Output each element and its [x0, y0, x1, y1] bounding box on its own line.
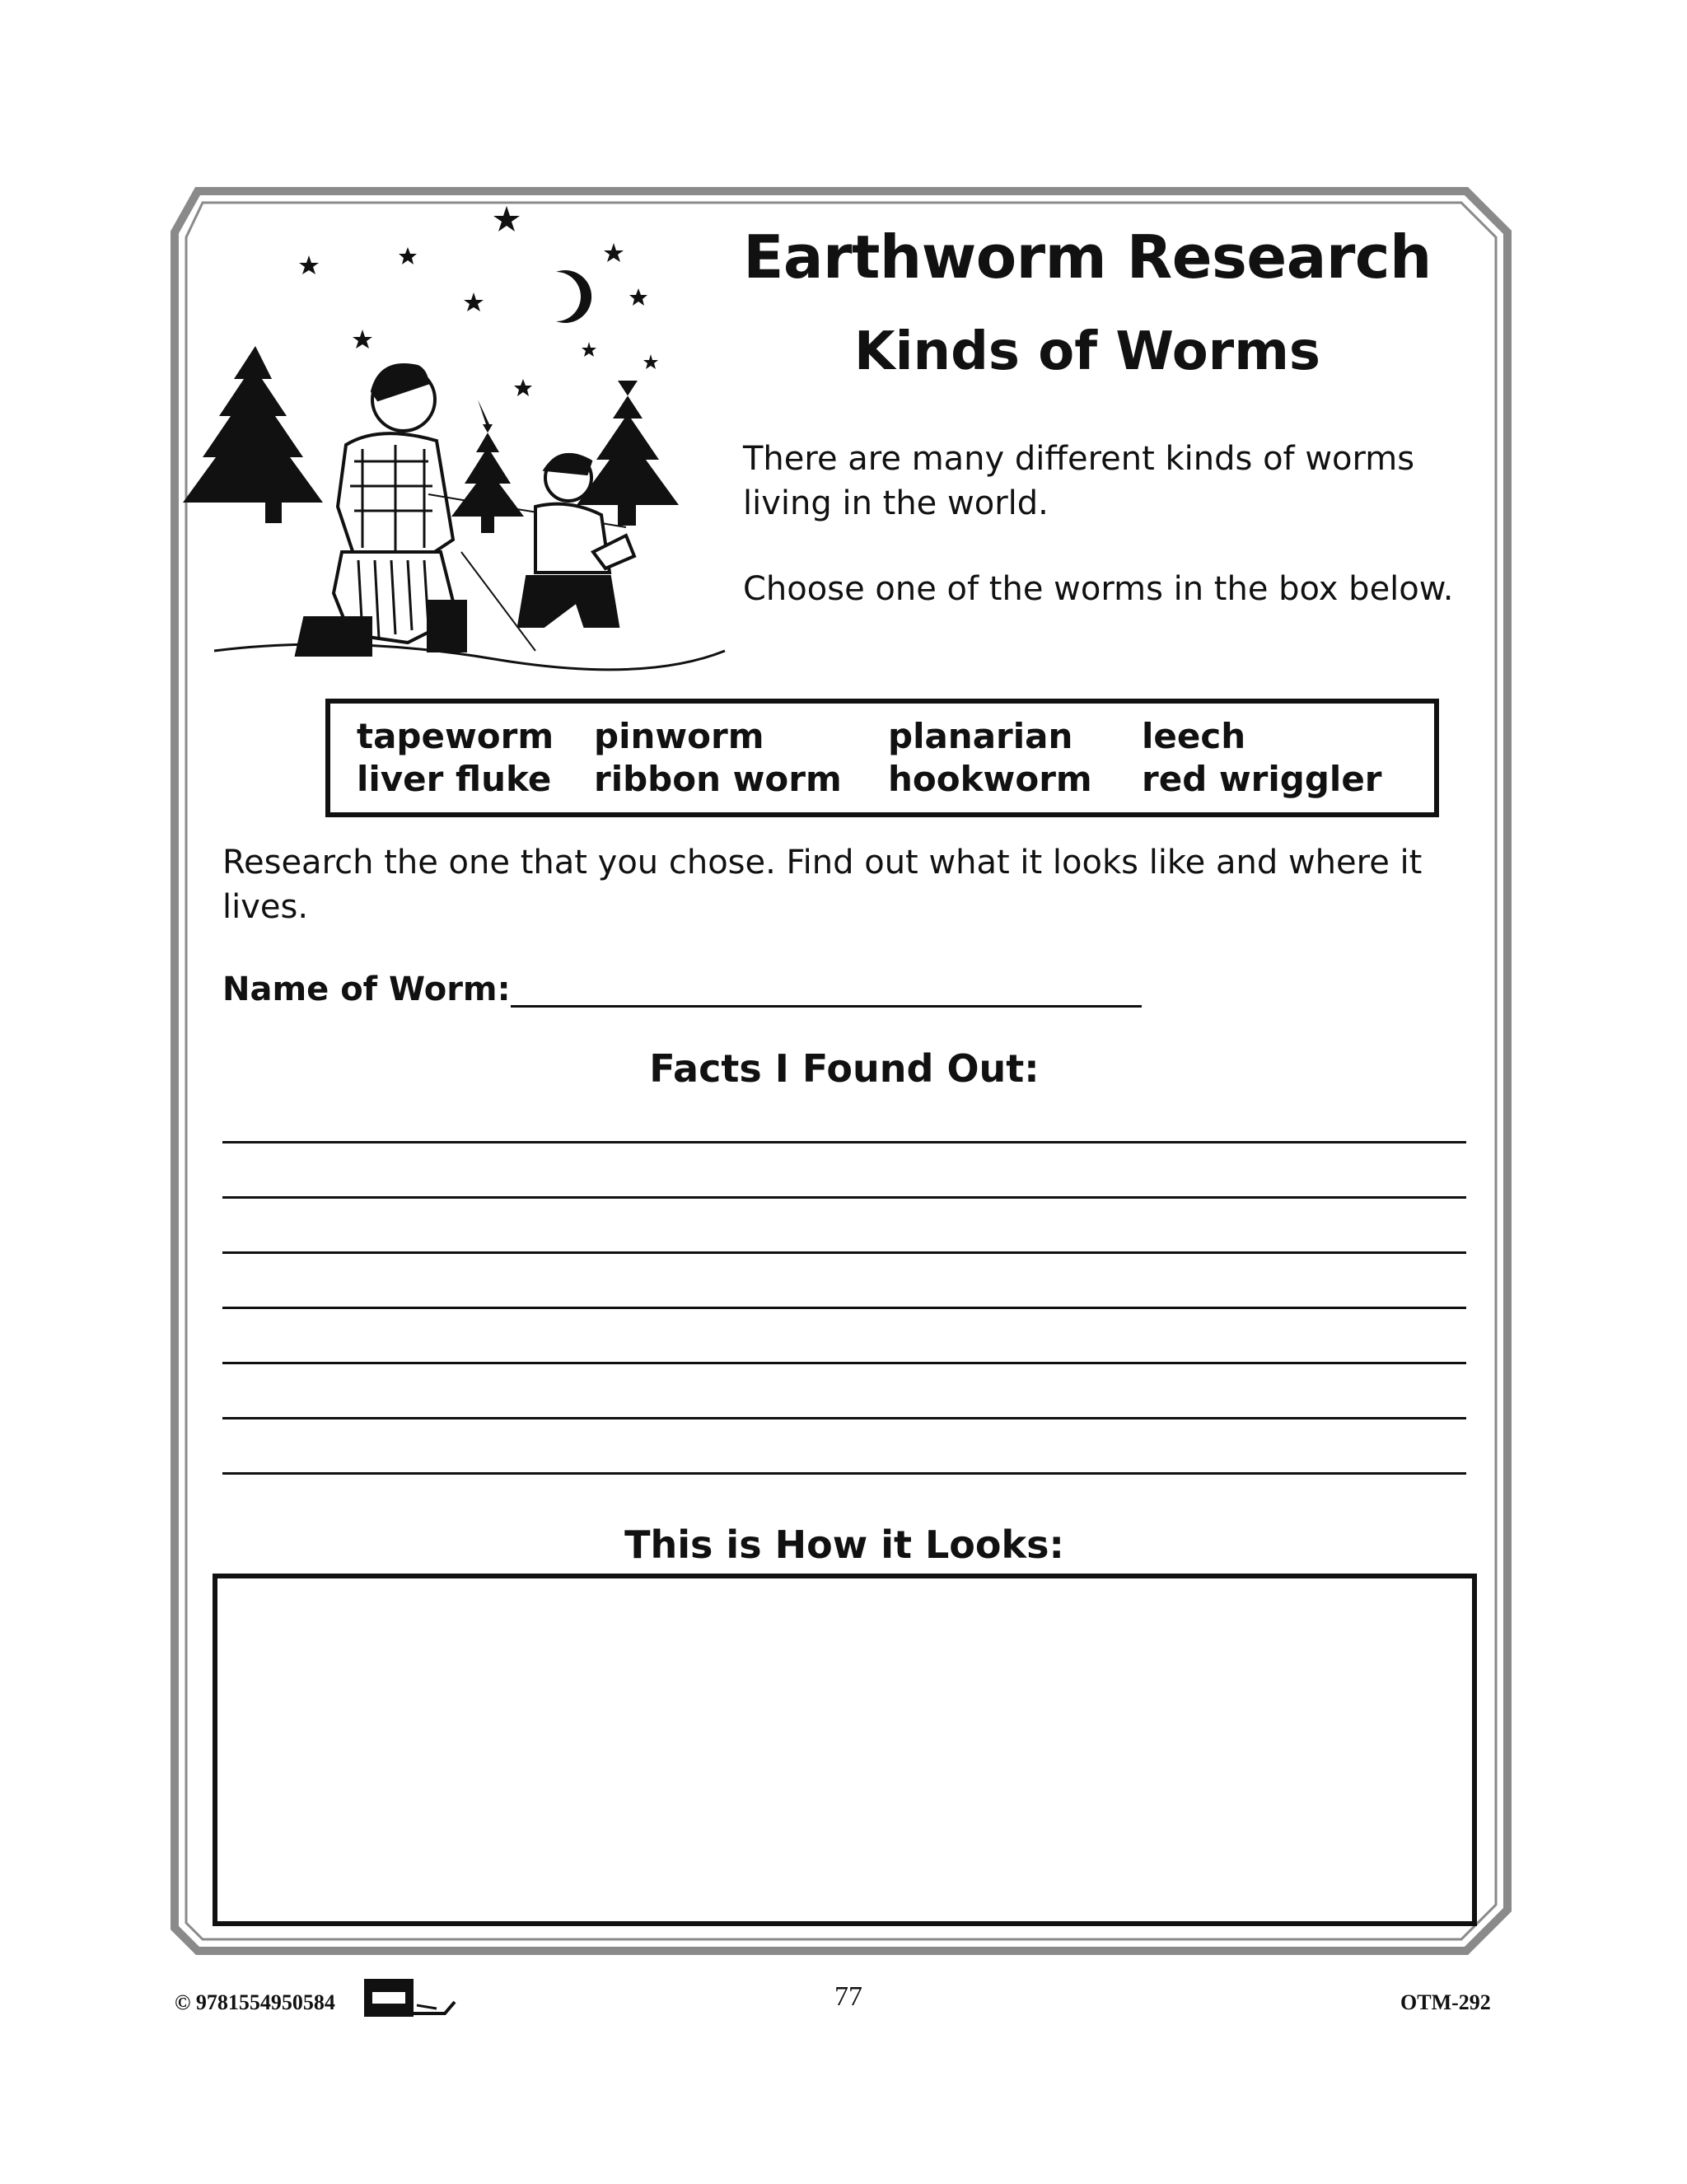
moon-icon	[556, 270, 591, 323]
star-icon	[399, 247, 417, 264]
worm-option-ribbon-worm: ribbon worm	[594, 759, 842, 799]
worm-option-planarian: planarian	[888, 716, 1073, 756]
drawing-area-box[interactable]	[213, 1574, 1477, 1926]
publisher-logo-icon	[362, 1977, 457, 2020]
worm-hunting-illustration	[181, 189, 741, 684]
drawing-heading: This is How it Looks:	[624, 1522, 1064, 1567]
man-figure	[297, 365, 465, 655]
page-subtitle: Kinds of Worms	[854, 321, 1320, 382]
star-icon	[643, 354, 658, 369]
facts-writing-line[interactable]	[222, 1141, 1466, 1143]
product-code: OTM-292	[1400, 1990, 1491, 2014]
worm-option-red-wriggler: red wriggler	[1142, 759, 1382, 799]
instruction-paragraph: Choose one of the worms in the box below.	[743, 570, 1454, 608]
star-icon	[582, 342, 596, 357]
worm-name-input-line[interactable]	[511, 1005, 1142, 1008]
pine-tree-icon	[451, 400, 524, 533]
research-instructions: Research the one that you chose. Find out what it looks like and where it lives.	[222, 844, 1423, 926]
facts-writing-line[interactable]	[222, 1417, 1466, 1419]
facts-writing-line[interactable]	[222, 1362, 1466, 1364]
star-icon	[353, 330, 372, 348]
facts-heading: Facts I Found Out:	[649, 1046, 1040, 1091]
star-icon	[493, 206, 520, 231]
worm-option-liver-fluke: liver fluke	[357, 759, 552, 799]
star-icon	[629, 288, 647, 306]
worm-option-tapeworm: tapeworm	[357, 716, 554, 756]
pine-tree-icon	[183, 346, 323, 523]
worm-option-pinworm: pinworm	[594, 716, 764, 756]
footer-isbn: © 9781554950584	[175, 1990, 335, 2014]
intro-paragraph: There are many different kinds of worms living in the world.	[743, 440, 1415, 522]
page-title: Earthworm Research	[743, 222, 1432, 292]
facts-writing-line[interactable]	[222, 1307, 1466, 1309]
pine-tree-icon	[577, 346, 679, 526]
star-icon	[604, 243, 624, 262]
star-icon	[299, 255, 319, 274]
facts-writing-line[interactable]	[222, 1472, 1466, 1475]
worm-option-hookworm: hookworm	[888, 759, 1092, 799]
worm-name-label: Name of Worm:	[222, 970, 511, 1008]
star-icon	[514, 379, 532, 396]
star-icon	[464, 292, 484, 311]
worm-option-leech: leech	[1142, 716, 1246, 756]
facts-writing-line[interactable]	[222, 1196, 1466, 1199]
page-number: 77	[834, 1981, 862, 2012]
worm-choices-box	[325, 699, 1439, 817]
facts-writing-line[interactable]	[222, 1251, 1466, 1254]
